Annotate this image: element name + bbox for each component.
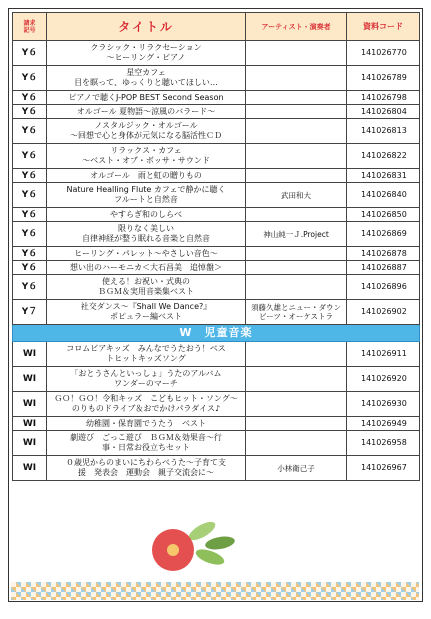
row-num: Y６ [13, 41, 47, 66]
row-title: オルゴール 夏物語～涼風のバラード～ [47, 105, 246, 119]
row-num: WⅠ [13, 342, 47, 367]
catalog-table [12, 12, 420, 481]
table-row [13, 41, 420, 66]
row-num: Y７ [13, 300, 47, 325]
table-row [13, 431, 420, 456]
row-title: やすらぎ和のしらべ [47, 208, 246, 222]
row-title: 社交ダンス～『Shall We Dance?』 ポピュラー編ベスト [47, 300, 246, 325]
table-body-w [13, 342, 420, 481]
decoration-area [9, 525, 422, 602]
row-artist [246, 342, 347, 367]
row-num: WⅠ [13, 392, 47, 417]
section-w [13, 325, 420, 342]
row-num: Y６ [13, 119, 47, 144]
row-code: 141026798 [347, 91, 420, 105]
row-num: Y６ [13, 222, 47, 247]
leaf-icon [194, 546, 226, 568]
row-num: Y６ [13, 66, 47, 91]
row-num: Y６ [13, 144, 47, 169]
row-artist [246, 417, 347, 431]
flower-center [167, 544, 179, 556]
row-code: 141026789 [347, 66, 420, 91]
row-title: 想い出のハーモニカ＜大石昌美 追悼盤＞ [47, 261, 246, 275]
table-row [13, 392, 420, 417]
table-row [13, 169, 420, 183]
row-code: 141026813 [347, 119, 420, 144]
table-row [13, 222, 420, 247]
row-title: ０歳児からのまいにちわらべうた～子育て支 援 発表会 運動会 親子交流会に～ [47, 456, 246, 481]
row-artist: 武田和大 [246, 183, 347, 208]
row-artist [246, 208, 347, 222]
table-row [13, 247, 420, 261]
row-num: Y６ [13, 261, 47, 275]
table-row [13, 105, 420, 119]
row-num: Y６ [13, 247, 47, 261]
row-num: Y６ [13, 91, 47, 105]
header-code: 資料コード [347, 13, 420, 41]
section-row-w [13, 325, 420, 342]
leaf-icon [204, 534, 236, 551]
header-title: タイトル [47, 13, 246, 41]
row-artist [246, 91, 347, 105]
row-artist [246, 275, 347, 300]
checkered-border [11, 582, 419, 600]
header-num: 請求 記号 [13, 13, 47, 41]
row-code: 141026949 [347, 417, 420, 431]
table-row [13, 261, 420, 275]
row-code: 141026878 [347, 247, 420, 261]
table-row [13, 183, 420, 208]
row-artist: 神山純一Ｊ.Project [246, 222, 347, 247]
row-title: 「おとうさんといっしょ」うたのアルバム ワンダーのマーチ [47, 367, 246, 392]
row-code: 141026770 [347, 41, 420, 66]
row-code: 141026822 [347, 144, 420, 169]
table-row [13, 275, 420, 300]
row-num: WⅠ [13, 367, 47, 392]
row-title: Nature Healling Flute カフェで静かに聴く フルートと自然音 [47, 183, 246, 208]
row-artist [246, 261, 347, 275]
catalog-page [8, 8, 423, 602]
row-artist [246, 144, 347, 169]
row-artist [246, 247, 347, 261]
row-artist [246, 66, 347, 91]
row-title: 星空カフェ 目を瞑って、ゆっくりと聴いてほしい… [47, 66, 246, 91]
row-num: Y６ [13, 183, 47, 208]
row-code: 141026958 [347, 431, 420, 456]
row-title: リラックス・カフェ ～ベスト・オブ・ボッサ・サウンド [47, 144, 246, 169]
row-title: 使える！お祝い・式典の ＢＧＭ＆実用音楽集ベスト [47, 275, 246, 300]
section-title-w: W 児童音楽 [13, 325, 420, 342]
row-artist [246, 105, 347, 119]
row-code: 141026869 [347, 222, 420, 247]
row-title: ヒーリング・パレット～やさしい音色～ [47, 247, 246, 261]
row-num: WⅠ [13, 456, 47, 481]
row-num: Y６ [13, 208, 47, 222]
table-row [13, 144, 420, 169]
table-row [13, 342, 420, 367]
header-row [13, 13, 420, 41]
row-title: コロムビアキッズ みんなでうたおう！ベス トヒットキッズソング [47, 342, 246, 367]
row-code: 141026902 [347, 300, 420, 325]
row-artist [246, 41, 347, 66]
row-code: 141026804 [347, 105, 420, 119]
row-num: Y６ [13, 275, 47, 300]
row-artist: 須藤久雄とニュー・ダウン ビーツ・オーケストラ [246, 300, 347, 325]
row-title: ＧＯ！ＧＯ！令和キッズ こどもヒット・ソング～ のりものドライブ＆おでかけパラダイス♪ [47, 392, 246, 417]
row-artist [246, 169, 347, 183]
table-row [13, 367, 420, 392]
row-title: 幼稚園・保育園でうたう ベスト [47, 417, 246, 431]
row-num: WⅠ [13, 417, 47, 431]
row-title: オルゴール 雨と虹の贈りもの [47, 169, 246, 183]
row-artist: 小林衛己子 [246, 456, 347, 481]
table-row [13, 119, 420, 144]
row-num: Y６ [13, 169, 47, 183]
row-num: WⅠ [13, 431, 47, 456]
row-title: 劇遊び ごっこ遊び ＢＧＭ＆効果音～行 事・日常お役立ちセット [47, 431, 246, 456]
row-artist [246, 392, 347, 417]
row-title: ノスタルジック・オルゴール ～回想で心と身体が元気になる脳活性ＣＤ [47, 119, 246, 144]
table-row [13, 66, 420, 91]
table-body-y [13, 41, 420, 325]
row-code: 141026967 [347, 456, 420, 481]
row-title: クラシック・リラクセーション ～ヒーリング・ピアノ [47, 41, 246, 66]
row-num: Y６ [13, 105, 47, 119]
row-code: 141026896 [347, 275, 420, 300]
row-artist [246, 431, 347, 456]
row-code: 141026930 [347, 392, 420, 417]
row-code: 141026850 [347, 208, 420, 222]
row-title: ピアノで聴くJ-POP BEST Second Season [47, 91, 246, 105]
row-code: 141026911 [347, 342, 420, 367]
table-row [13, 456, 420, 481]
table-row [13, 91, 420, 105]
table-row [13, 417, 420, 431]
row-code: 141026840 [347, 183, 420, 208]
header-artist: アーティスト・演奏者 [246, 13, 347, 41]
row-code: 141026831 [347, 169, 420, 183]
row-artist [246, 119, 347, 144]
table-row [13, 300, 420, 325]
table-row [13, 208, 420, 222]
row-title: 限りなく美しい 自律神経が整う眠れる音楽と自然音 [47, 222, 246, 247]
row-artist [246, 367, 347, 392]
row-code: 141026920 [347, 367, 420, 392]
row-code: 141026887 [347, 261, 420, 275]
